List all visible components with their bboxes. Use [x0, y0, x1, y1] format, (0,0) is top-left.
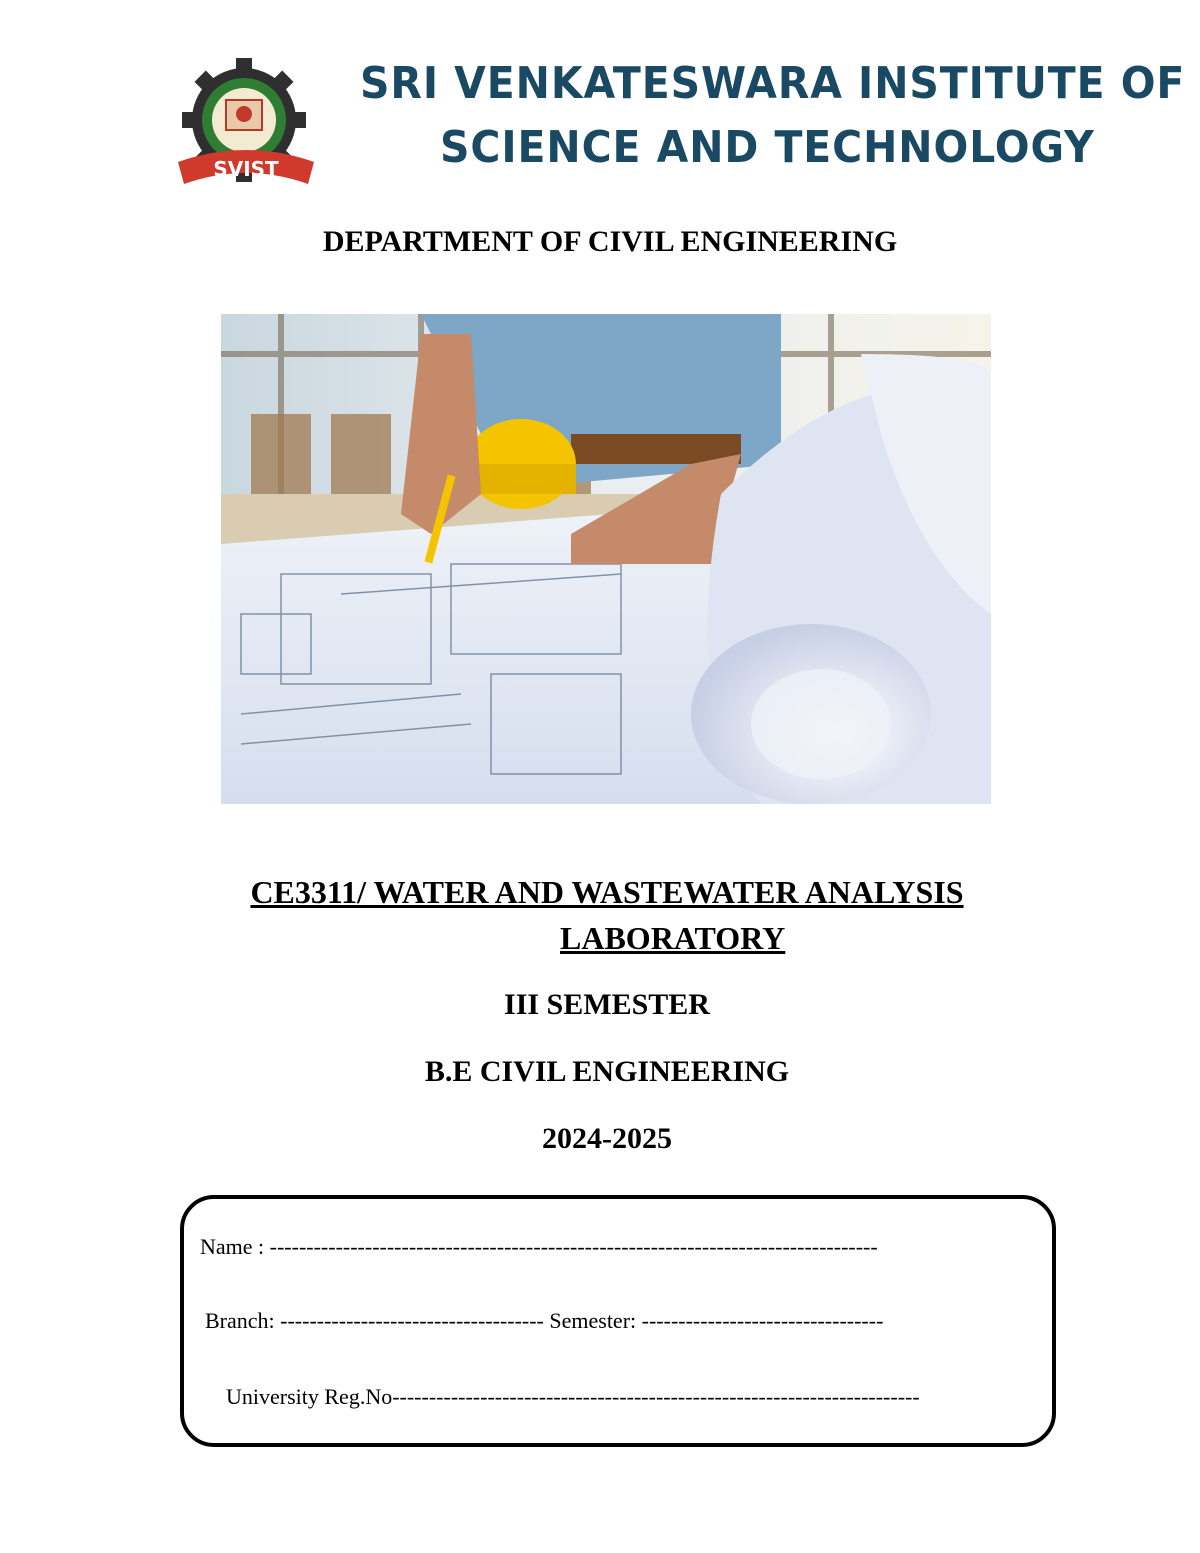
svist-gear-logo-icon [172, 58, 320, 190]
institute-name-line-2: SCIENCE AND TECHNOLOGY [440, 122, 1095, 173]
university-reg-no-field: University Reg.No------------------------------------------------------------------------ [226, 1384, 920, 1409]
branch-semester-field: Branch: ------------------------------------ Semester: --------------------------------- [205, 1308, 884, 1333]
engineer-blueprint-photo [221, 314, 991, 804]
semester-label: III SEMESTER [504, 988, 710, 1021]
institute-name-line-1: SRI VENKATESWARA INSTITUTE OF [360, 58, 1186, 109]
programme-label: B.E CIVIL ENGINEERING [424, 1055, 790, 1088]
name-field: Name : ----------------------------------------------------------------------------------- [200, 1234, 878, 1259]
academic-year: 2024-2025 [542, 1122, 672, 1155]
logo-banner-text: SVIST [213, 157, 279, 181]
course-title-line-1: CE3311/ WATER AND WASTEWATER ANALYSIS [250, 874, 964, 910]
course-title-line-2: LABORATORY [560, 920, 786, 956]
department-title: DEPARTMENT OF CIVIL ENGINEERING [322, 225, 898, 258]
